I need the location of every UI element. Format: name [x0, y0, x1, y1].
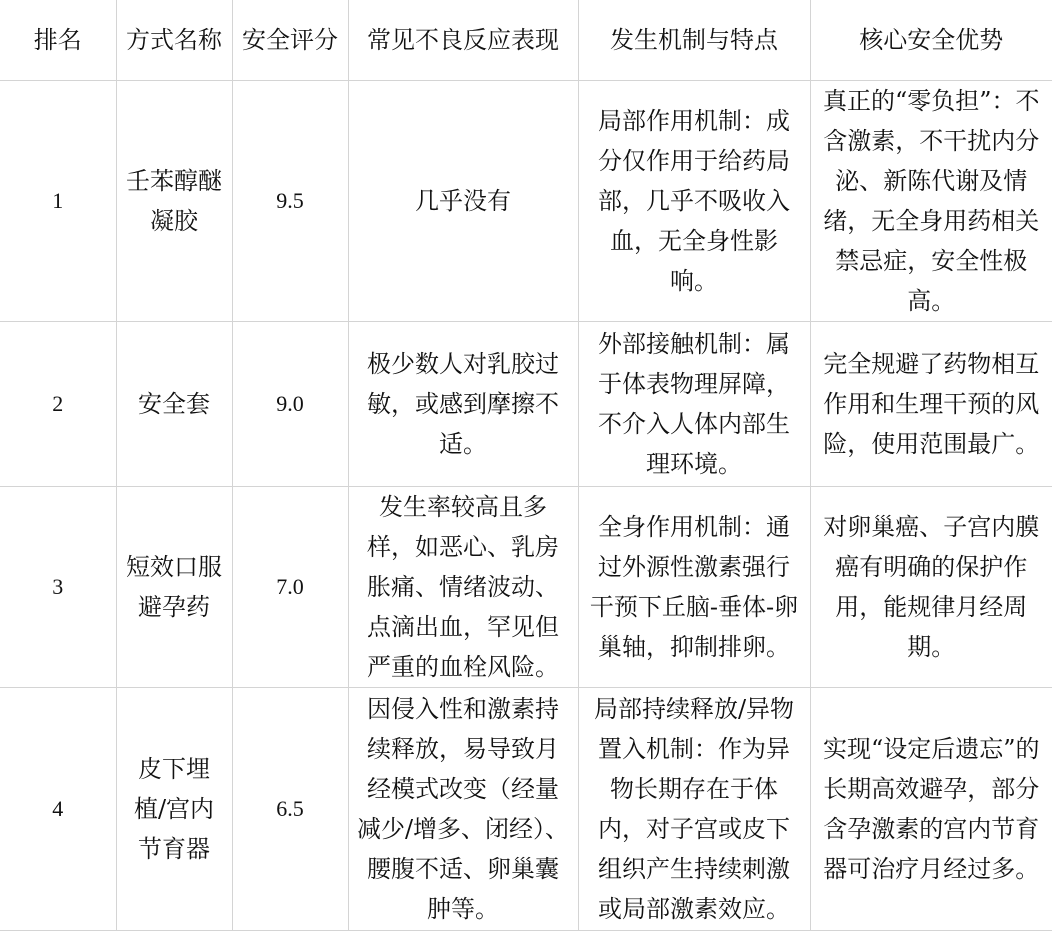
cell-mechanism: 局部作用机制：成分仅作用于给药局部，几乎不吸收入血，无全身性影响。: [578, 81, 810, 322]
header-mechanism: 发生机制与特点: [578, 0, 810, 81]
cell-method-name: 短效口服避孕药: [116, 487, 232, 688]
cell-core-advantage: 实现“设定后遗忘”的长期高效避孕，部分含孕激素的宫内节育器可治疗月经过多。: [810, 688, 1052, 931]
cell-safety-score: 9.5: [232, 81, 348, 322]
cell-safety-score: 6.5: [232, 688, 348, 931]
cell-rank: 4: [0, 688, 116, 931]
cell-core-advantage: 真正的“零负担”：不含激素，不干扰内分泌、新陈代谢及情绪，无全身用药相关禁忌症，安全性极高。: [810, 81, 1052, 322]
cell-safety-score: 9.0: [232, 322, 348, 487]
cell-adverse-reactions: 发生率较高且多样，如恶心、乳房胀痛、情绪波动、点滴出血，罕见但严重的血栓风险。: [348, 487, 578, 688]
cell-rank: 1: [0, 81, 116, 322]
cell-adverse-reactions: 因侵入性和激素持续释放，易导致月经模式改变（经量减少/增多、闭经）、腰腹不适、卵巢囊肿等。: [348, 688, 578, 931]
table-row: [0, 487, 1052, 688]
cell-adverse-reactions: 极少数人对乳胶过敏，或感到摩擦不适。: [348, 322, 578, 487]
cell-method-name: 壬苯醇醚凝胶: [116, 81, 232, 322]
cell-mechanism: 局部持续释放/异物置入机制：作为异物长期存在于体内，对子宫或皮下组织产生持续刺激或局部激素效应。: [578, 688, 810, 931]
header-method-name: 方式名称: [116, 0, 232, 81]
header-rank: 排名: [0, 0, 116, 81]
cell-mechanism: 全身作用机制：通过外源性激素强行干预下丘脑-垂体-卵巢轴，抑制排卵。: [578, 487, 810, 688]
cell-rank: 3: [0, 487, 116, 688]
cell-mechanism: 外部接触机制：属于体表物理屏障，不介入人体内部生理环境。: [578, 322, 810, 487]
table-row: [0, 81, 1052, 322]
table-row: [0, 688, 1052, 931]
header-core-advantage: 核心安全优势: [810, 0, 1052, 81]
cell-core-advantage: 完全规避了药物相互作用和生理干预的风险，使用范围最广。: [810, 322, 1052, 487]
cell-rank: 2: [0, 322, 116, 487]
table-header-row: [0, 0, 1052, 81]
cell-method-name: 安全套: [116, 322, 232, 487]
header-adverse-reactions: 常见不良反应表现: [348, 0, 578, 81]
cell-core-advantage: 对卵巢癌、子宫内膜癌有明确的保护作用，能规律月经周期。: [810, 487, 1052, 688]
cell-adverse-reactions: 几乎没有: [348, 81, 578, 322]
cell-method-name: 皮下埋植/宫内节育器: [116, 688, 232, 931]
cell-safety-score: 7.0: [232, 487, 348, 688]
header-safety-score: 安全评分: [232, 0, 348, 81]
table-row: [0, 322, 1052, 487]
